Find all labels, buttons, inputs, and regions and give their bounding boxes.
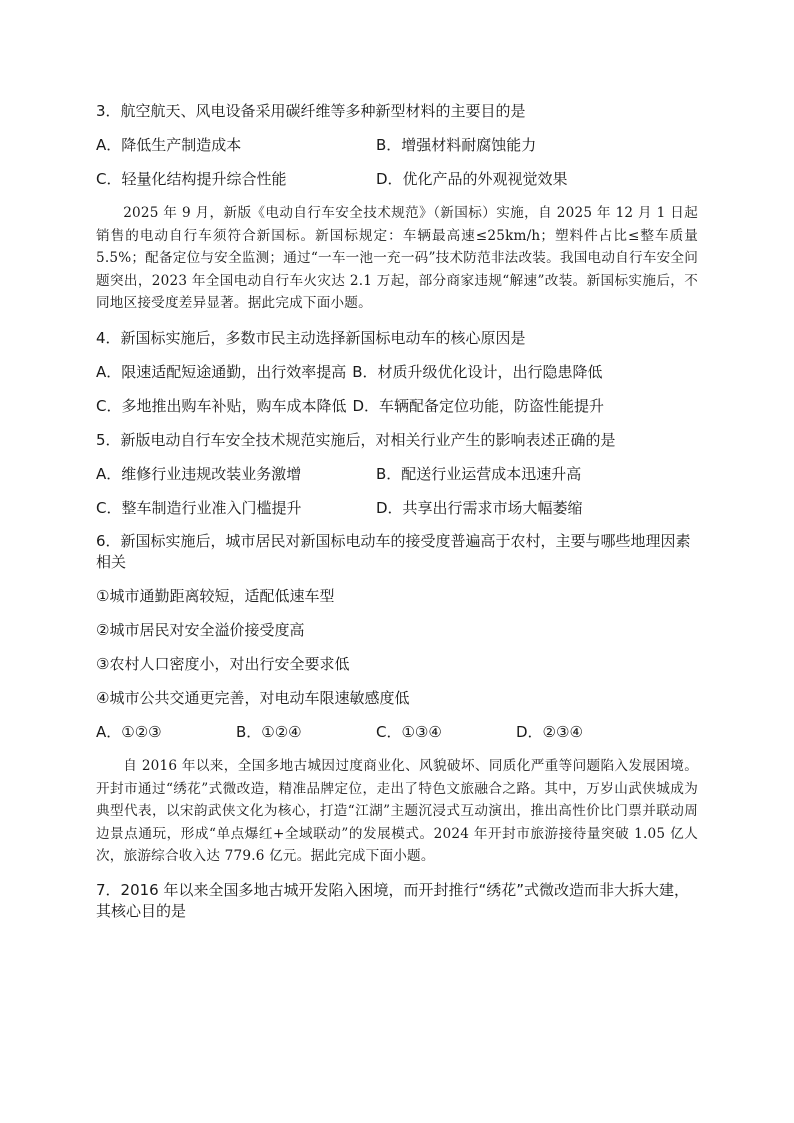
question-3-options [96, 134, 698, 190]
option-6b: B．①②④ [236, 722, 302, 741]
option-3b: B．增强材料耐腐蚀能力 [376, 136, 537, 154]
question-4-options [96, 361, 698, 417]
option-6d: D．②③④ [516, 722, 583, 741]
question-6-stem: 6．新国标实施后，城市居民对新国标电动车的接受度普遍高于农村，主要与哪些地理因素相关 [96, 531, 691, 571]
question-6-options [96, 721, 698, 743]
reading-passage-2: 自 2016 年以来，全国多地古城因过度商业化、风貌破坏、同质化严重等问题陷入发展困境。开封市通过“绣花”式微改造，精准品牌定位，走出了特色文旅融合之路。其中，万岁山武侠城成为典型代表，以宋韵武侠文化为核心，打造“江湖”主题沉浸式互动演出，推出高性价比门票并联动周边景点通玩，形成“单点爆红+全域联动”的发展模式。2024 年开封市旅游接待量突破 1.05 亿人次，旅游综合收入达 779.6 亿元。据此完成下面小题。 [96, 757, 698, 865]
option-5b: B．配送行业运营成本迅速升高 [376, 464, 582, 483]
option-5c: C．整车制造行业准入门槛提升 [96, 498, 302, 517]
option-6a: A．①②③ [96, 722, 162, 741]
option-4b: B．材质升级优化设计，出行隐患降低 [352, 362, 603, 381]
statement-1: ①城市通勤距离较短，适配低速车型 [96, 586, 335, 605]
option-5d: D．共享出行需求市场大幅萎缩 [376, 498, 583, 517]
statement-3: ③农村人口密度小，对出行安全要求低 [96, 654, 350, 673]
row-gap [96, 383, 698, 395]
row-gap [96, 485, 698, 497]
option-6c: C．①③④ [376, 722, 442, 741]
row-gap [96, 156, 698, 168]
option-4c: C．多地推出购车补贴，购车成本降低 [96, 396, 347, 415]
question-5-options [96, 463, 698, 519]
option-3a: A．降低生产制造成本 [96, 136, 242, 154]
question-7-stem: 7．2016 年以来全国多地古城开发陷入困境，而开封推行“绣花”式微改造而非大拆大建，其核心目的是 [96, 880, 690, 920]
question-4-stem: 4．新国标实施后，多数市民主动选择新国标电动车的核心原因是 [96, 328, 526, 347]
statement-2: ②城市居民对安全溢价接受度高 [96, 620, 305, 639]
question-3-stem: 3．航空航天、风电设备采用碳纤维等多种新型材料的主要目的是 [96, 102, 526, 120]
statement-4: ④城市公共交通更完善，对电动车限速敏感度低 [96, 688, 410, 707]
option-3c: C．轻量化结构提升综合性能 [96, 170, 287, 188]
option-4a: A．限速适配短途通勤，出行效率提高 [96, 362, 347, 381]
reading-passage-1: 2025 年 9 月，新版《电动自行车安全技术规范》（新国标）实施，自 2025 年 12 月 1 日起销售的电动自行车须符合新国标。新国标规定：车辆最高速≤25km/h；塑料件占比≤整车质量 5.5%；配备定位与安全监测；通过“一车一池一充一码”技术防范非法改装。我国电动自行车安全问题突出，2023 年全国电动自行车火灾达 2.1 万起，部分商家违规“解速”改装。新国标实施后，不同地区接受度差异显著。据此完成下面小题。 [96, 205, 698, 312]
option-4d: D．车辆配备定位功能，防盗性能提升 [352, 396, 605, 415]
option-5a: A．维修行业违规改装业务激增 [96, 464, 302, 483]
question-5-stem: 5．新版电动自行车安全技术规范实施后，对相关行业产生的影响表述正确的是 [96, 430, 616, 449]
option-3d: D．优化产品的外观视觉效果 [376, 170, 568, 188]
